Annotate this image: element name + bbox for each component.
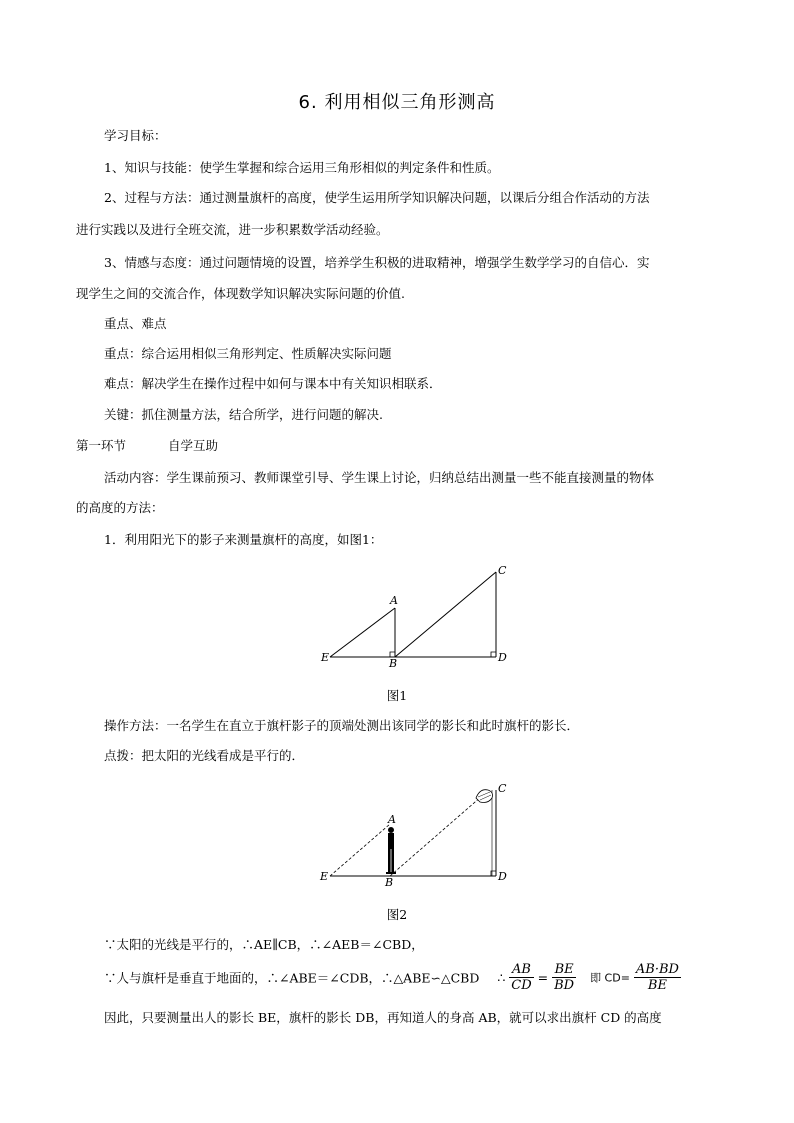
fraction-be-bd-numerator: BE bbox=[552, 962, 576, 978]
fig1-label-b: B bbox=[389, 657, 398, 670]
activity-line-2: 的高度的方法： bbox=[76, 500, 164, 515]
goals-heading: 学习目标： bbox=[104, 128, 167, 143]
key-point: 重点：综合运用相似三角形判定、性质解决实际问题 bbox=[104, 346, 392, 361]
key-heading: 重点、难点 bbox=[104, 316, 167, 331]
fig2-label-e: E bbox=[320, 870, 329, 883]
fraction-cd-result-numerator: AB·BD bbox=[635, 962, 679, 977]
fig2-label-d: D bbox=[498, 870, 507, 883]
therefore-symbol: ∴ bbox=[497, 970, 506, 985]
fraction-cd-result bbox=[634, 962, 681, 993]
person-silhouette-icon bbox=[386, 827, 396, 874]
figure-1 bbox=[310, 560, 530, 670]
section-name: 自学互助 bbox=[167, 438, 218, 453]
fraction-ab-cd bbox=[509, 962, 533, 993]
conclusion: 因此，只要测量出人的影长 BE，旗杆的影长 DB，再知道人的身高 AB，就可以求出旗杆 CD 的高度 bbox=[104, 1010, 662, 1025]
ji-cd-label: 即 CD= bbox=[590, 971, 630, 985]
equals-sign: = bbox=[537, 970, 549, 985]
fig2-label-c: C bbox=[498, 782, 507, 795]
goal-3-line-2: 现学生之间的交流合作，体现数学知识解决实际问题的价值. bbox=[76, 286, 405, 301]
fraction-be-bd bbox=[552, 962, 576, 993]
fig2-label-b: B bbox=[385, 876, 394, 889]
flag-icon bbox=[476, 790, 493, 803]
fraction-ab-cd-numerator: AB bbox=[509, 962, 533, 978]
figure-1-caption: 图1 bbox=[386, 688, 408, 703]
goal-2-line-2: 进行实践以及进行全班交流，进一步积累数学活动经验。 bbox=[76, 222, 389, 237]
fraction-be-bd-denominator: BD bbox=[554, 978, 575, 993]
goal-3-line-1: 3、情感与态度：通过问题情境的设置，培养学生积极的进取精神，增强学生数学学习的自信心．实 bbox=[104, 255, 650, 270]
goal-2-line-1: 2、过程与方法：通过测量旗杆的高度，使学生运用所学知识解决问题，以课后分组合作活动的方法 bbox=[104, 190, 650, 205]
activity-line-1: 活动内容：学生课前预习、教师课堂引导、学生课上讨论，归纳总结出测量一些不能直接测量的物体 bbox=[104, 470, 655, 485]
goal-1: 1、知识与技能：使学生掌握和综合运用三角形相似的判定条件和性质。 bbox=[104, 160, 500, 175]
hard-point: 难点：解决学生在操作过程中如何与课本中有关知识相联系． bbox=[104, 376, 442, 391]
figure-2-caption: 图2 bbox=[386, 907, 408, 922]
section-heading bbox=[76, 438, 218, 454]
crux-point: 关键：抓住测量方法，结合所学，进行问题的解决. bbox=[104, 407, 383, 422]
fraction-cd-result-denominator: BE bbox=[647, 978, 667, 993]
section-label: 第一环节 bbox=[76, 438, 127, 453]
operation-method: 操作方法：一名学生在直立于旗杆影子的顶端处测出该同学的影长和此时旗杆的影长． bbox=[104, 718, 580, 733]
page-title: 6. 利用相似三角形测高 bbox=[298, 92, 496, 113]
fig1-label-e: E bbox=[321, 651, 330, 664]
fig1-label-a: A bbox=[390, 594, 398, 607]
fraction-ab-cd-denominator: CD bbox=[511, 978, 532, 993]
fig1-label-c: C bbox=[498, 564, 507, 577]
reason-2: ∵人与旗杆是垂直于地面的，∴∠ABE＝∠CDB，∴△ABE∽△CBD bbox=[104, 970, 480, 986]
proportion-row bbox=[104, 962, 681, 993]
hint: 点拨：把太阳的光线看成是平行的． bbox=[104, 748, 305, 763]
reason-1: ∵太阳的光线是平行的，∴AE∥CB，∴∠AEB＝∠CBD， bbox=[104, 937, 424, 952]
fig1-label-d: D bbox=[498, 651, 507, 664]
figure-2 bbox=[310, 780, 530, 890]
fig2-label-a: A bbox=[388, 813, 396, 826]
method-1: 1．利用阳光下的影子来测量旗杆的高度，如图1： bbox=[104, 532, 383, 547]
